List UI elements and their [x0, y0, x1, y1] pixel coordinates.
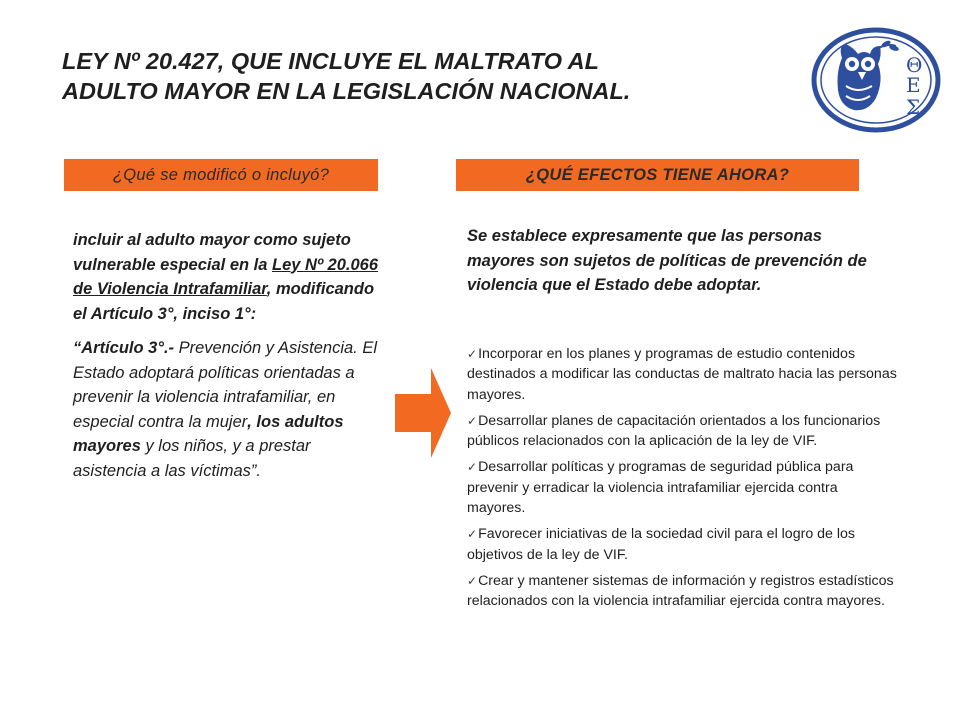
checkmark-icon: ✓ — [467, 573, 478, 588]
intro-text-before: incluir al adulto mayor como sujeto vulnerable especial en la — [73, 231, 351, 274]
checkmark-icon: ✓ — [467, 460, 478, 475]
law-intro-paragraph — [73, 228, 385, 326]
checkmark-icon: ✓ — [467, 347, 478, 361]
page-title — [62, 46, 782, 106]
quote-text-1: Prevención y Asistencia. El Estado adoptará políticas orientadas a prevenir la violencia intrafamiliar, en especial contra la mujer — [73, 339, 378, 431]
article-quote-paragraph — [73, 336, 385, 483]
list-item — [467, 571, 899, 612]
law-reference-link: Ley Nº 20.066 de Violencia Intrafamiliar — [73, 255, 379, 298]
list-item — [467, 344, 899, 405]
right-arrow-icon — [395, 368, 451, 458]
logo-letter-epsilon: Ε — [906, 73, 921, 97]
intro-text-after: , modificando el Artículo 3°, inciso 1°: — [73, 280, 375, 323]
bullet-text: Desarrollar planes de capacitación orientados a los funcionarios públicos relacionados con la aplicación de la ley de VIF. — [467, 412, 881, 450]
quote-heading: “Artículo 3°.- — [73, 339, 175, 357]
list-item — [467, 411, 899, 452]
effects-intro-paragraph: Se establece expresamente que las personas mayores son sujetos de políticas de prevención de violencia que el Estado debe adoptar. — [467, 227, 867, 294]
quote-text-2: y los niños, y a prestar asistencia a las víctimas”. — [73, 437, 311, 480]
bullet-text: Crear y mantener sistemas de información y registros estadísticos relacionados con la violencia intrafamiliar ejercida contra mayores. — [467, 572, 894, 610]
effects-bullet-list — [467, 344, 899, 618]
checkmark-icon: ✓ — [467, 413, 478, 428]
bullet-text: Incorporar en los planes y programas de estudio contenidos destinados a modificar las conductas de maltrato hacia las personas mayores. — [467, 346, 897, 403]
list-item — [467, 457, 899, 518]
section-header-right: ¿QUÉ EFECTOS TIENE AHORA? — [456, 159, 859, 191]
owl-seal-logo-icon — [808, 24, 944, 136]
title-line-1: LEY Nº 20.427, QUE INCLUYE EL MALTRATO AL — [62, 48, 599, 74]
checkmark-icon: ✓ — [467, 527, 478, 542]
logo-letter-theta: Θ — [906, 53, 923, 77]
bullet-text: Favorecer iniciativas de la sociedad civil para el logro de los objetivos de la ley de VIF. — [467, 526, 856, 563]
list-item — [467, 524, 899, 565]
logo-letter-sigma: Σ — [906, 95, 921, 119]
title-line-2: ADULTO MAYOR EN LA LEGISLACIÓN NACIONAL. — [62, 78, 631, 104]
quote-bold-text: , los adultos mayores — [73, 412, 344, 455]
section-header-left: ¿Qué se modificó o incluyó? — [64, 159, 378, 191]
bullet-text: Desarrollar políticas y programas de seguridad pública para prevenir y erradicar la violencia intrafamiliar ejercida contra mayores. — [467, 459, 854, 517]
left-column-text — [73, 228, 385, 483]
